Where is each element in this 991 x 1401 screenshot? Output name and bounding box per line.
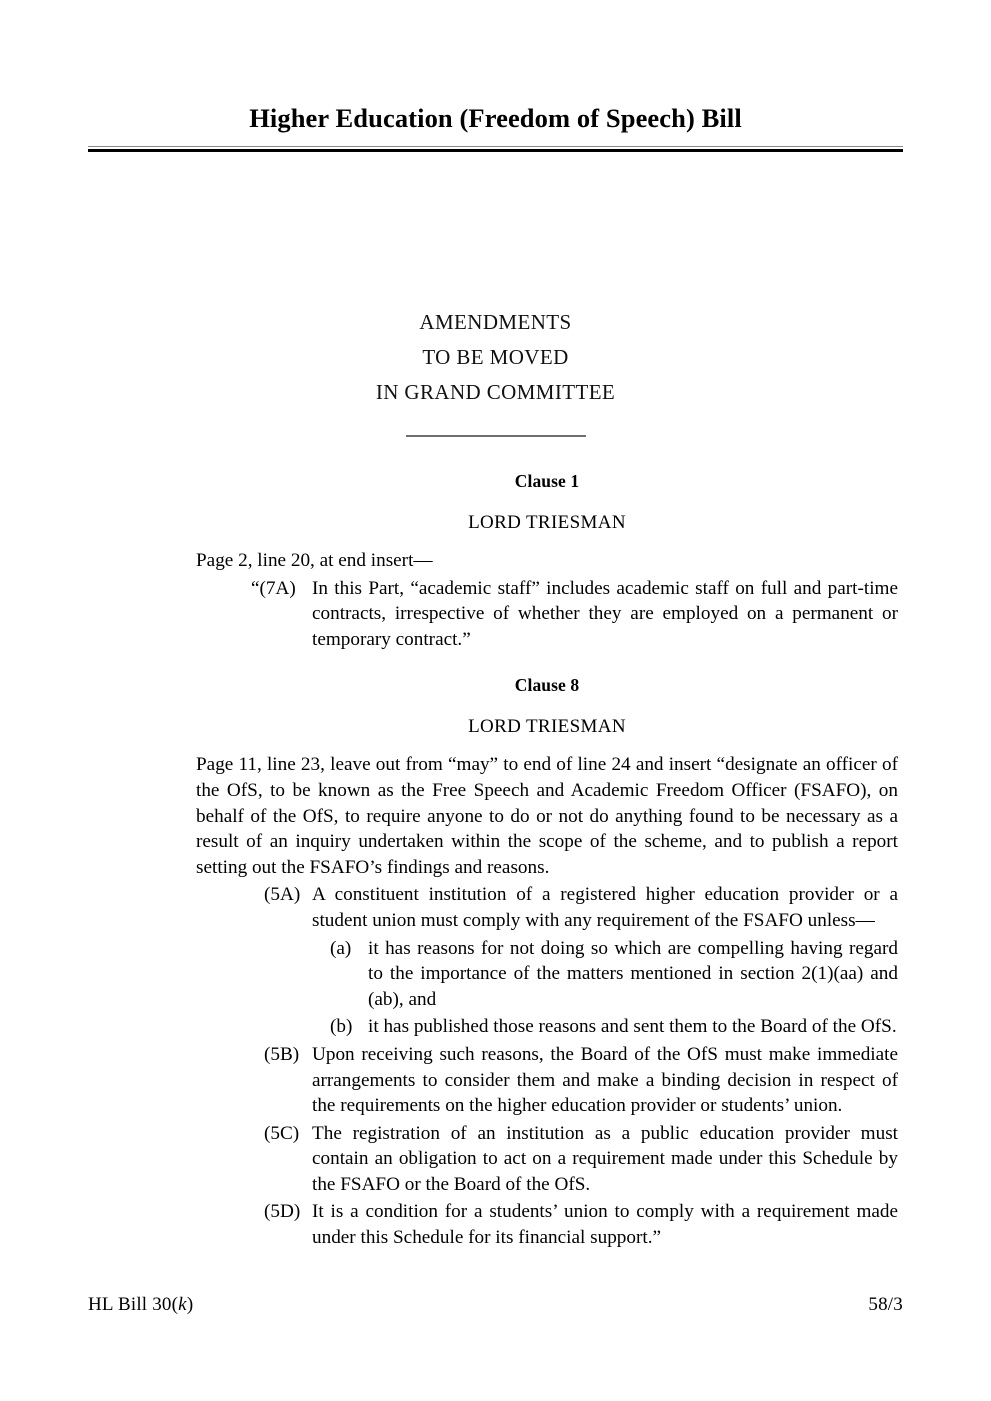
subparagraph-text: Upon receiving such reasons, the Board of the OfS must make immediate arrangements to consider them and make a binding decision in respect of the requirements on the higher education provider or students’ union. xyxy=(312,1043,898,1117)
subparagraph-marker: (5A) xyxy=(264,884,301,906)
to-be-moved-label: TO BE MOVED xyxy=(422,345,569,369)
subparagraph-text: It is a condition for a students’ union to comply with a requirement made under this Schedule for its financial support.” xyxy=(312,1201,898,1249)
bill-reference-letter: k xyxy=(178,1294,187,1315)
bill-reference xyxy=(88,1294,193,1316)
page-footer xyxy=(88,1294,903,1316)
subparagraph-text: A constituent institution of a registered higher education provider or a student union must comply with any requirement of the FSAFO unless— xyxy=(312,884,898,931)
subparagraph-marker: “(7A) xyxy=(251,577,296,599)
clause-heading-8: Clause 8 xyxy=(514,675,580,696)
member-name-1: LORD TRIESMAN xyxy=(468,512,626,533)
subparagraph-text: In this Part, “academic staff” includes academic staff on full and part-time contracts, irrespective of whether they are employed on a permanent or temporary contract.” xyxy=(312,577,898,650)
in-grand-committee-label: IN GRAND COMMITTEE xyxy=(375,380,616,404)
page-title: Higher Education (Freedom of Speech) Bill xyxy=(249,103,742,133)
section-gap xyxy=(196,652,898,674)
clause-heading-1: Clause 1 xyxy=(514,471,580,491)
bill-reference-suffix: ) xyxy=(186,1294,194,1315)
subparagraph-text: The registration of an institution as a public education provider must contain an obligation to act on a requirement made under this Schedule by the FSAFO or the Board of the OfS. xyxy=(312,1122,898,1195)
subparagraph-5b xyxy=(196,1042,898,1119)
subparagraph-marker: (5B) xyxy=(264,1043,300,1065)
running-head xyxy=(88,104,903,134)
subparagraph-5a xyxy=(196,882,898,933)
amendments-body xyxy=(196,470,898,1251)
divider-rule-wrap xyxy=(88,435,903,437)
subparagraph-marker: (5C) xyxy=(264,1122,300,1144)
subparagraph-marker: (b) xyxy=(330,1016,353,1038)
header-rules xyxy=(88,146,903,152)
inserted-subparagraph xyxy=(196,576,898,653)
subparagraph-text: it has reasons for not doing so which are compelling having regard to the importance of the matters mentioned in section 2(1)(aa) and (ab), and xyxy=(368,937,898,1010)
amendments-title-block xyxy=(88,305,903,437)
bill-reference-prefix: HL Bill 30( xyxy=(88,1294,179,1315)
header-rule-thick xyxy=(88,149,903,152)
subparagraph-5c xyxy=(196,1121,898,1198)
amendment-lead-1: Page 2, line 20, at end insert— xyxy=(196,550,433,571)
subparagraph-marker: (5D) xyxy=(264,1201,301,1223)
subparagraph-5d xyxy=(196,1199,898,1250)
amendment-lead-8: Page 11, line 23, leave out from “may” to end of line 24 and insert “designate an officer of the OfS, to be known as the Free Speech and Academic Freedom Officer (FSAFO), on behalf of the OfS, to require anyone to do or not do anything found to be necessary as a result of an inquiry undertaken within the scope of the scheme, and to publish a report setting out the FSAFO’s findings and reasons. xyxy=(196,754,898,878)
subparagraph-marker: (a) xyxy=(330,937,352,959)
divider-rule xyxy=(406,435,586,437)
subparagraph-text: it has published those reasons and sent them to the Board of the OfS. xyxy=(368,1016,897,1038)
member-name-8: LORD TRIESMAN xyxy=(468,716,626,738)
amendments-label: AMENDMENTS xyxy=(419,310,572,334)
page-number: 58/3 xyxy=(868,1294,903,1315)
subparagraph-5a-b xyxy=(196,1014,898,1040)
subparagraph-5a-a xyxy=(196,936,898,1013)
